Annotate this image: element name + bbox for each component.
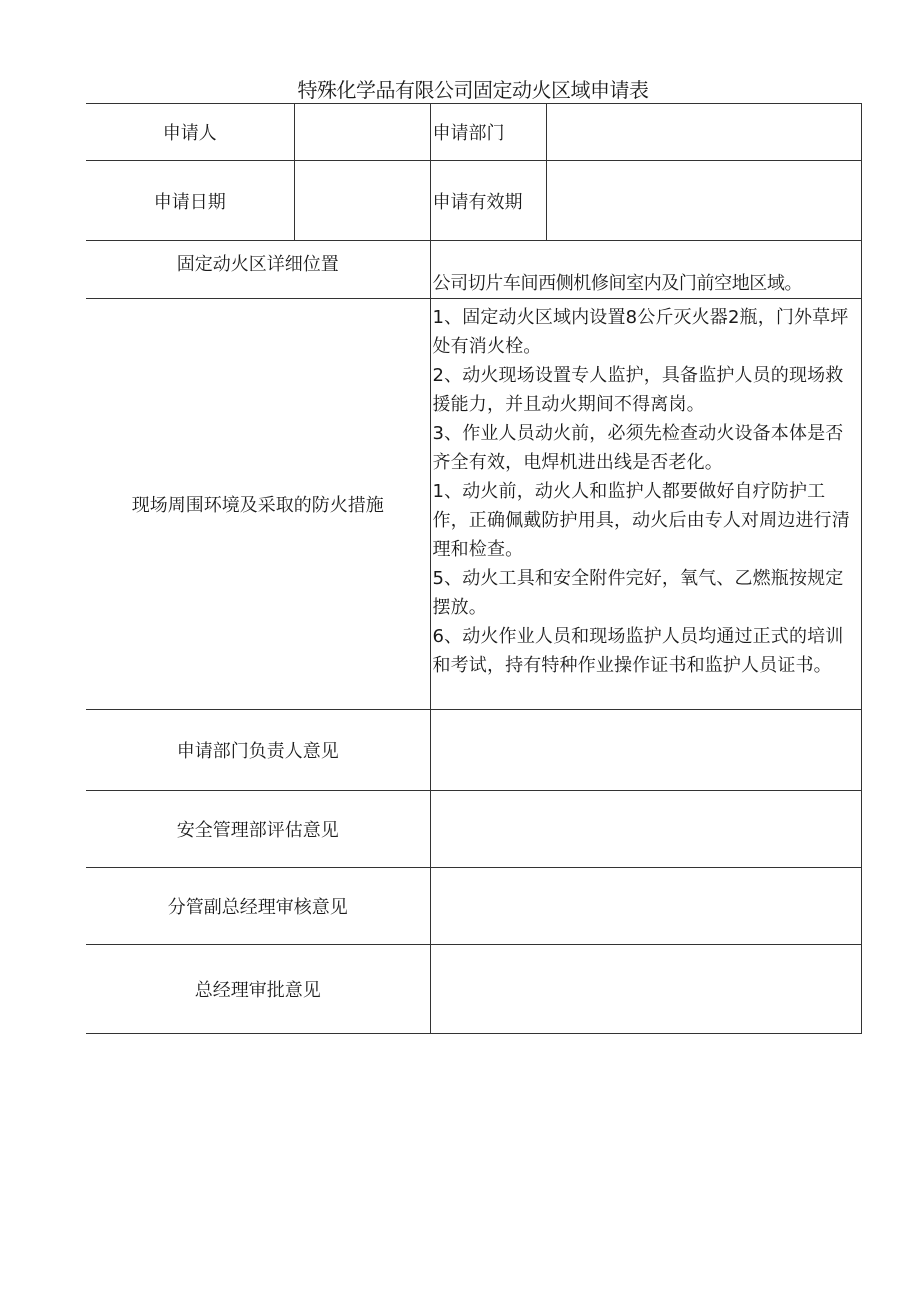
safety-label: 安全管理部评估意见 (86, 791, 430, 868)
measure-item: 2、动火现场设置专人监护，具备监护人员的现场救援能力，并且动火期间不得离岗。 (432, 365, 844, 415)
validity-value[interactable] (546, 161, 861, 241)
applicant-value[interactable] (294, 104, 430, 161)
application-form-table (86, 103, 862, 1034)
date-label: 申请日期 (86, 161, 294, 241)
department-label: 申请部门 (430, 104, 546, 161)
row-location (86, 241, 861, 299)
form-title: 特殊化学品有限公司固定动火区域申请表 (297, 78, 649, 102)
dept-head-label: 申请部门负责人意见 (86, 710, 430, 791)
deputy-gm-value[interactable] (430, 868, 861, 945)
date-value[interactable] (294, 161, 430, 241)
applicant-label: 申请人 (86, 104, 294, 161)
row-gm (86, 945, 861, 1034)
row-measures (86, 299, 861, 710)
validity-label: 申请有效期 (430, 161, 546, 241)
dept-head-value[interactable] (430, 710, 861, 791)
location-value[interactable]: 公司切片车间西侧机修间室内及门前空地区域。 (430, 241, 861, 299)
safety-value[interactable] (430, 791, 861, 868)
row-safety (86, 791, 861, 868)
location-label: 固定动火区详细位置 (86, 241, 430, 299)
measure-item: 6、动火作业人员和现场监护人员均通过正式的培训和考试，持有特种作业操作证书和监护人员证书。 (432, 626, 844, 676)
row-applicant (86, 104, 861, 161)
measures-value[interactable] (430, 299, 861, 710)
gm-label: 总经理审批意见 (86, 945, 430, 1034)
row-date (86, 161, 861, 241)
measure-item: 3、作业人员动火前，必须先检查动火设备本体是否齐全有效，电焊机进出线是否老化。 (432, 423, 844, 473)
gm-value[interactable] (430, 945, 861, 1034)
measure-item: 1、固定动火区域内设置8公斤灭火器2瓶，门外草坪处有消火栓。 (432, 307, 849, 357)
row-deputy-gm (86, 868, 861, 945)
measures-label: 现场周围环境及采取的防火措施 (86, 299, 430, 710)
row-dept-head (86, 710, 861, 791)
deputy-gm-label: 分管副总经理审核意见 (86, 868, 430, 945)
measure-item: 5、动火工具和安全附件完好，氧气、乙燃瓶按规定摆放。 (432, 568, 844, 618)
department-value[interactable] (546, 104, 861, 161)
measure-item: 1、动火前，动火人和监护人都要做好自疗防护工作，正确佩戴防护用具，动火后由专人对周边进行清理和检查。 (432, 481, 850, 560)
